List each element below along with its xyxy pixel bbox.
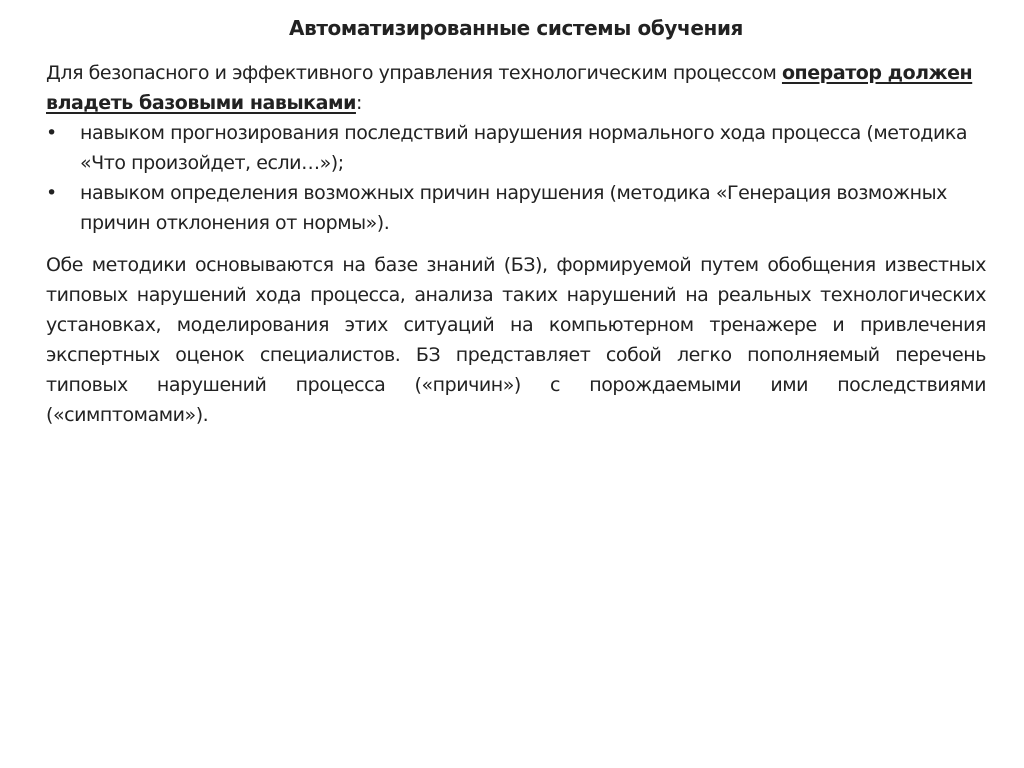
bullet-icon: • xyxy=(46,122,57,144)
intro-emphasis: оператор должен владеть базовыми навыками xyxy=(46,62,973,114)
intro-paragraph xyxy=(46,58,986,118)
intro-lead: Для безопасного и эффективного управления технологическим процессом xyxy=(46,62,782,84)
list-item-text: навыком прогнозирования последствий нарушения нормального хода процесса (методика «Что произойдет, если…»); xyxy=(80,122,968,174)
intro-tail: : xyxy=(355,92,362,114)
slide-title: Автоматизированные системы обучения xyxy=(289,16,743,40)
list-item xyxy=(46,118,986,178)
list-item xyxy=(46,178,986,238)
list-item-text: навыком определения возможных причин нарушения (методика «Генерация возможных причин отклонения от нормы»). xyxy=(80,182,947,234)
skills-list xyxy=(46,118,986,238)
bullet-icon: • xyxy=(46,182,57,204)
body-paragraph: Обе методики основываются на базе знаний (БЗ), формируемой путем обобщения известных типовых нарушений хода процесса, анализа таких нарушений на реальных технологических установках, моделирования этих ситуаций на компьютерном тренажере и привлечения экспертных оценок специалистов. БЗ представляет собой легко пополняемый перечень типовых нарушений процесса («причин») с порождаемыми ими последствиями («симптомами»). xyxy=(46,254,986,426)
